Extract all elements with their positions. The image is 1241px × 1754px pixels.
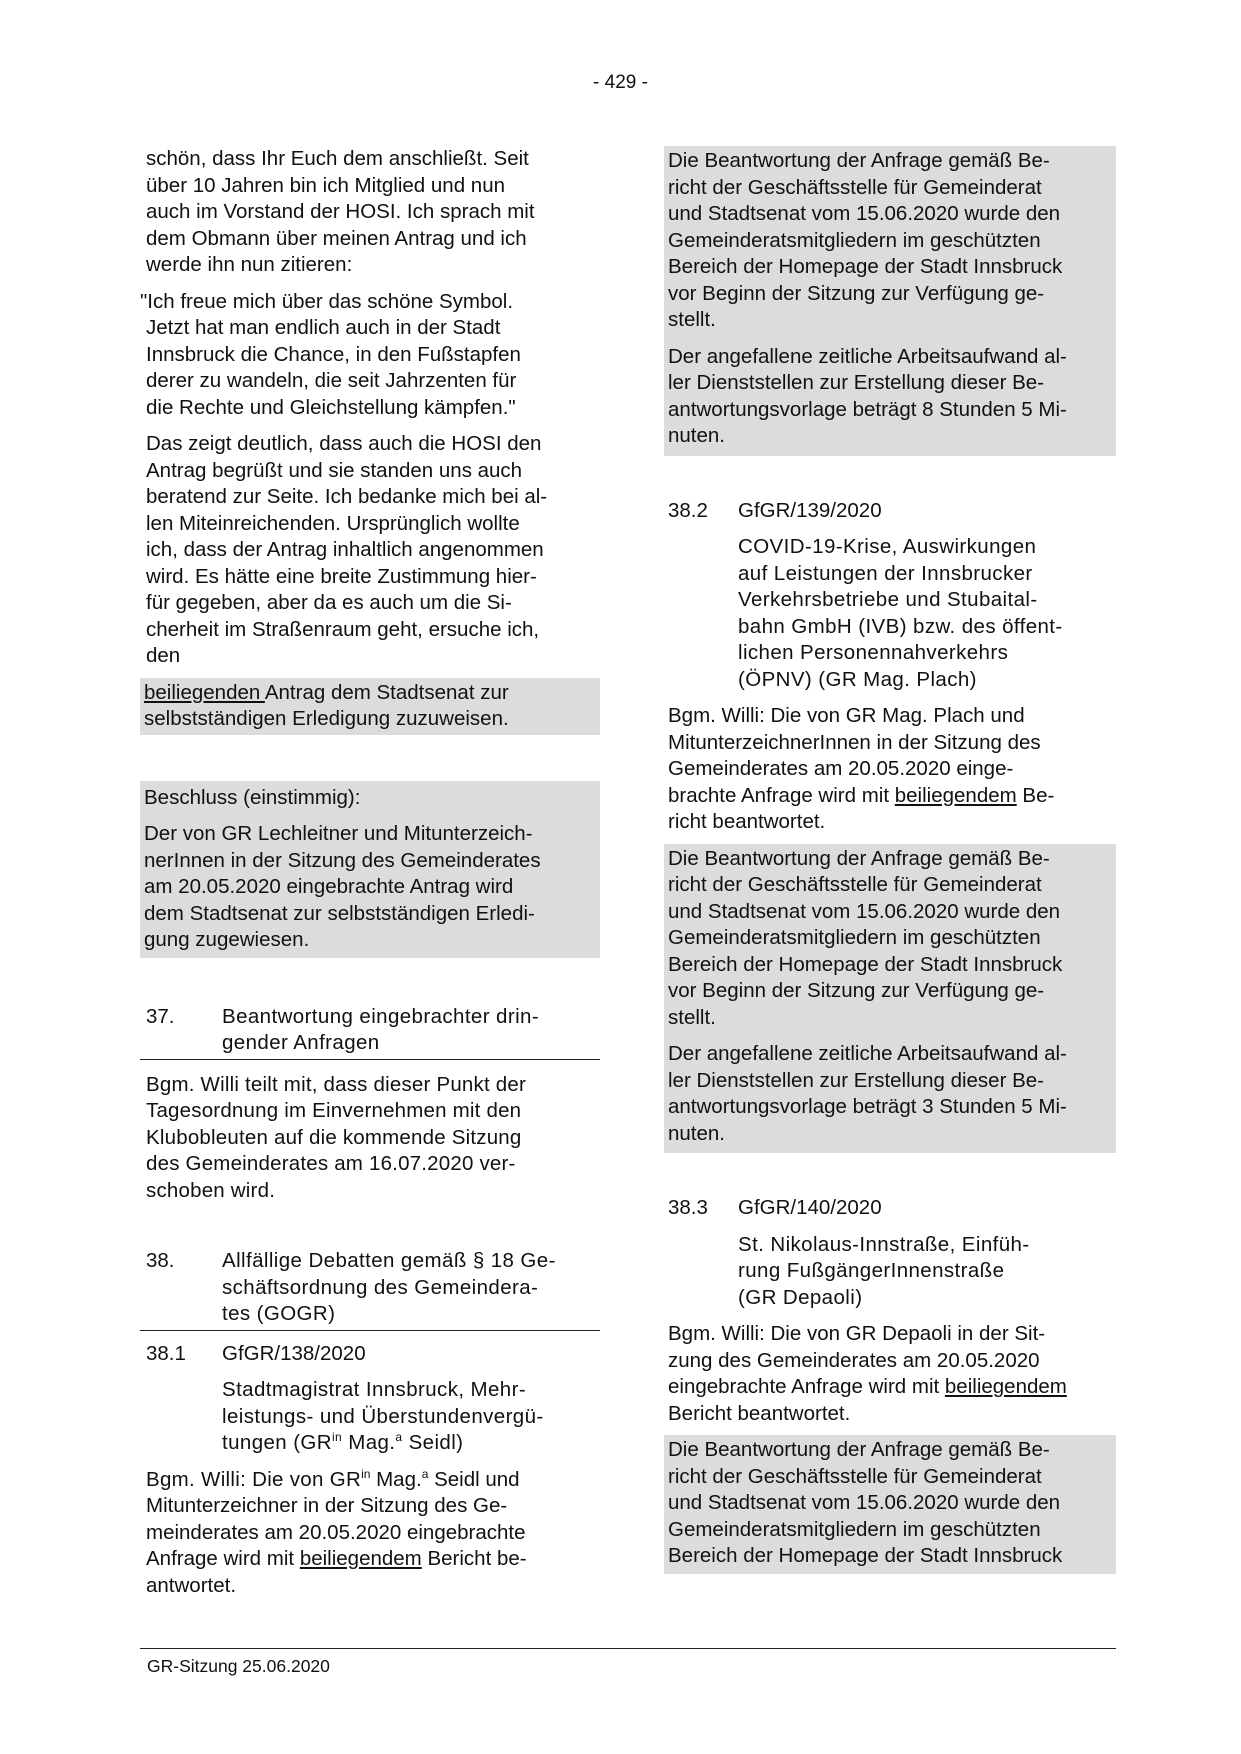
text-line: Der von GR Lechleitner und Mitunterzeich-	[144, 822, 533, 845]
page-number: - 429 -	[593, 72, 648, 93]
answer-info-box	[664, 844, 1116, 1154]
section-number: 38.1	[146, 1341, 186, 1365]
underlined-link-text: beiliegenden	[144, 680, 265, 704]
text-line: Die Beantwortung der Anfrage gemäß Be-	[668, 846, 1050, 870]
section-38-heading	[140, 1248, 600, 1331]
text-line: Jetzt hat man endlich auch in der Stadt	[146, 316, 501, 339]
text-line: und Stadtsenat vom 15.06.2020 wurde den	[668, 202, 1061, 225]
text-line: auch im Vorstand der HOSI. Ich sprach mit	[146, 200, 535, 223]
text-line: und Stadtsenat vom 15.06.2020 wurde den	[668, 899, 1061, 923]
underlined-link-text: beiliegendem	[894, 783, 1017, 807]
text-line: Gemeinderatsmitgliedern im geschützten	[668, 1517, 1041, 1541]
text-line: Bgm. Willi: Die von GR	[146, 1467, 362, 1491]
section-38-2-body	[668, 703, 1116, 836]
text-line: leistungs- und Überstundenvergü-	[222, 1404, 544, 1428]
effort-text	[668, 344, 1112, 450]
text-line: über 10 Jahren bin ich Mitglied und nun	[146, 173, 505, 197]
text-line: Anfrage wird mit	[146, 1547, 300, 1570]
text-line: Antrag begrüßt und sie standen uns auch	[146, 458, 523, 482]
text-line: vor Beginn der Sitzung zur Verfügung ge-	[668, 979, 1045, 1002]
text-line: Mag.	[342, 1431, 396, 1454]
text-line: Bgm. Willi: Die von GR Depaoli in der Sit-	[668, 1322, 1046, 1345]
section-38-1-body	[146, 1467, 600, 1600]
text-line: Mitunterzeichner in der Sitzung des Ge-	[146, 1494, 508, 1517]
text-line: Gemeinderatsmitgliedern im geschützten	[668, 228, 1041, 252]
footer-text: GR-Sitzung 25.06.2020	[147, 1656, 330, 1676]
underlined-link-text: beiliegendem	[944, 1375, 1067, 1398]
text-line: für gegeben, aber da es auch um die Si-	[146, 591, 512, 614]
text-line: Verkehrsbetriebe und Stubaital-	[738, 588, 1038, 611]
text-line: rung FußgängerInnenstraße	[738, 1259, 1005, 1282]
text-line: Tagesordnung im Einvernehmen mit den	[146, 1099, 522, 1122]
section-number: 38.2	[668, 498, 708, 522]
text-line: gender Anfragen	[222, 1031, 380, 1054]
text-line: ich, dass der Antrag inhaltlich angenommen	[146, 538, 544, 561]
text-line: meinderates am 20.05.2020 eingebrachte	[146, 1520, 526, 1544]
reference-number: GfGR/138/2020	[222, 1341, 366, 1365]
text-line: Bereich der Homepage der Stadt Innsbruck	[668, 1544, 1063, 1567]
answer-info-text	[668, 846, 1112, 1032]
text-line: antwortet.	[146, 1573, 237, 1597]
text-line: ler Dienststellen zur Erstellung dieser Be-	[668, 371, 1044, 394]
text-line: zung des Gemeinderates am 20.05.2020	[668, 1348, 1040, 1372]
text-line: werde ihn nun zitieren:	[146, 253, 353, 276]
right-column	[664, 146, 1116, 1574]
text-line: und Stadtsenat vom 15.06.2020 wurde den	[668, 1491, 1061, 1514]
answer-info-box	[664, 146, 1116, 456]
text-line: stellt.	[668, 308, 716, 331]
effort-text	[668, 1041, 1112, 1147]
text-line: vor Beginn der Sitzung zur Verfügung ge-	[668, 281, 1045, 305]
superscript: a	[421, 1466, 429, 1481]
text-line: antwortungsvorlage beträgt 8 Stunden 5 Mi-	[668, 397, 1067, 421]
section-38-3-heading	[664, 1195, 1116, 1222]
paragraph-hosi	[146, 431, 600, 670]
text-line: richt der Geschäftsstelle für Gemeinderat	[668, 873, 1042, 896]
reference-number: GfGR/139/2020	[738, 498, 882, 522]
text-line: beratend zur Seite. Ich bedanke mich bei al-	[146, 485, 548, 508]
text-line: Der angefallene zeitliche Arbeitsaufwand al-	[668, 344, 1067, 368]
answer-info-box	[664, 1435, 1116, 1574]
text-line: Be-	[1016, 783, 1055, 807]
text-line: wird. Es hätte eine breite Zustimmung hier-	[146, 564, 537, 588]
text-line: Seidl und	[428, 1467, 520, 1491]
answer-info-text	[668, 1437, 1112, 1570]
text-line: Mag.	[370, 1467, 422, 1491]
text-line: richt der Geschäftsstelle für Gemeinderat	[668, 175, 1042, 199]
text-line: schäftsordnung des Gemeindera-	[222, 1275, 539, 1299]
text-line: auf Leistungen der Innsbrucker	[738, 561, 1033, 585]
text-line: Allfällige Debatten gemäß § 18 Ge-	[222, 1249, 556, 1272]
text-line: Die Beantwortung der Anfrage gemäß Be-	[668, 149, 1050, 172]
superscript: a	[395, 1430, 403, 1445]
text-line: Die Beantwortung der Anfrage gemäß Be-	[668, 1438, 1050, 1461]
text-line: schoben wird.	[146, 1178, 276, 1202]
text-line: (GR Depaoli)	[738, 1285, 863, 1309]
resolution-box	[140, 781, 600, 958]
section-38-3-body	[668, 1321, 1116, 1427]
section-37-body	[146, 1072, 600, 1205]
text-line: cherheit im Straßenraum geht, ersuche ich,	[146, 617, 540, 641]
text-line: Beantwortung eingebrachter drin-	[222, 1004, 540, 1028]
text-line: "Ich freue mich über das schöne Symbol.	[140, 289, 514, 313]
text-line: tungen (GR	[222, 1431, 332, 1454]
superscript: in	[331, 1430, 343, 1445]
text-line: selbstständigen Erledigung zuzuweisen.	[144, 707, 509, 730]
text-line: MitunterzeichnerInnen in der Sitzung des	[668, 730, 1041, 754]
text-line: gung zugewiesen.	[144, 928, 310, 951]
text-line: Bereich der Homepage der Stadt Innsbruck	[668, 952, 1063, 976]
text-line: des Gemeinderates am 16.07.2020 ver-	[146, 1152, 516, 1175]
text-line: Bgm. Willi teilt mit, dass dieser Punkt der	[146, 1072, 526, 1096]
text-line: St. Nikolaus-Innstraße, Einfüh-	[738, 1232, 1030, 1256]
text-line: stellt.	[668, 1005, 716, 1029]
text-line: Gemeinderates am 20.05.2020 einge-	[668, 757, 1014, 780]
section-number: 38.	[146, 1249, 175, 1272]
text-line: schön, dass Ihr Euch dem anschließt. Seit	[146, 147, 529, 170]
text-line: Das zeigt deutlich, dass auch die HOSI den	[146, 432, 542, 455]
text-line: den	[146, 644, 181, 667]
intro-paragraph	[146, 146, 600, 279]
text-line: Stadtmagistrat Innsbruck, Mehr-	[222, 1378, 527, 1401]
text-line: Gemeinderatsmitgliedern im geschützten	[668, 926, 1041, 949]
text-line: nerInnen in der Sitzung des Gemeinderates	[144, 848, 541, 872]
text-line: lichen Personennahverkehrs	[738, 641, 1009, 664]
text-line: Bericht be-	[421, 1547, 527, 1570]
text-line: Klubobleuten auf die kommende Sitzung	[146, 1125, 522, 1149]
text-line: Der angefallene zeitliche Arbeitsaufwand al-	[668, 1042, 1067, 1065]
text-line: dem Stadtsenat zur selbstständigen Erledi-	[144, 901, 535, 925]
section-38-2-subject	[738, 534, 1116, 693]
superscript: in	[361, 1466, 371, 1481]
underlined-link-text: beiliegendem	[299, 1547, 422, 1570]
left-column	[140, 146, 600, 1599]
text-line: nuten.	[668, 1121, 725, 1145]
text-line: antwortungsvorlage beträgt 3 Stunden 5 Mi-	[668, 1095, 1067, 1118]
text-line: Antrag dem Stadtsenat zur	[264, 680, 509, 704]
text-line: Bericht beantwortet.	[668, 1401, 851, 1425]
text-line: am 20.05.2020 eingebrachte Antrag wird	[144, 875, 514, 898]
text-line: tes (GOGR)	[222, 1302, 336, 1325]
section-38-2-heading	[664, 498, 1116, 525]
section-number: 38.3	[668, 1196, 708, 1219]
text-line: ler Dienststellen zur Erstellung dieser Be-	[668, 1068, 1044, 1092]
reference-number: GfGR/140/2020	[738, 1196, 882, 1219]
answer-info-text	[668, 148, 1112, 334]
text-line: (ÖPNV) (GR Mag. Plach)	[738, 667, 977, 691]
text-line: Seidl)	[402, 1431, 464, 1454]
text-line: Bgm. Willi: Die von GR Mag. Plach und	[668, 704, 1025, 727]
text-line: derer zu wandeln, die seit Jahrzenten für	[146, 369, 517, 392]
quote-block	[140, 289, 600, 422]
section-38-3-subject	[738, 1232, 1116, 1312]
section-38-1-subject	[222, 1377, 600, 1457]
resolution-label: Beschluss (einstimmig):	[144, 785, 361, 809]
text-line: brachte Anfrage wird mit	[668, 783, 895, 807]
section-37-heading	[140, 1004, 600, 1060]
text-line: dem Obmann über meinen Antrag und ich	[146, 226, 527, 250]
section-number: 37.	[146, 1004, 175, 1028]
text-line: bahn GmbH (IVB) bzw. des öffent-	[738, 614, 1063, 638]
text-line: die Rechte und Gleichstellung kämpfen."	[146, 395, 516, 419]
text-line: Innsbruck die Chance, in den Fußstapfen	[146, 342, 521, 366]
text-line: nuten.	[668, 424, 725, 447]
footer-divider	[140, 1648, 1116, 1649]
resolution-text	[144, 821, 596, 954]
text-line: len Miteinreichenden. Ursprünglich wollte	[146, 511, 520, 535]
text-line: COVID-19-Krise, Auswirkungen	[738, 535, 1037, 558]
text-line: Bereich der Homepage der Stadt Innsbruck	[668, 255, 1063, 278]
text-line: eingebrachte Anfrage wird mit	[668, 1375, 945, 1398]
section-38-1-heading	[140, 1341, 600, 1368]
text-line: richt beantwortet.	[668, 810, 826, 833]
motion-box	[140, 678, 600, 735]
text-line: richt der Geschäftsstelle für Gemeinderat	[668, 1464, 1042, 1488]
